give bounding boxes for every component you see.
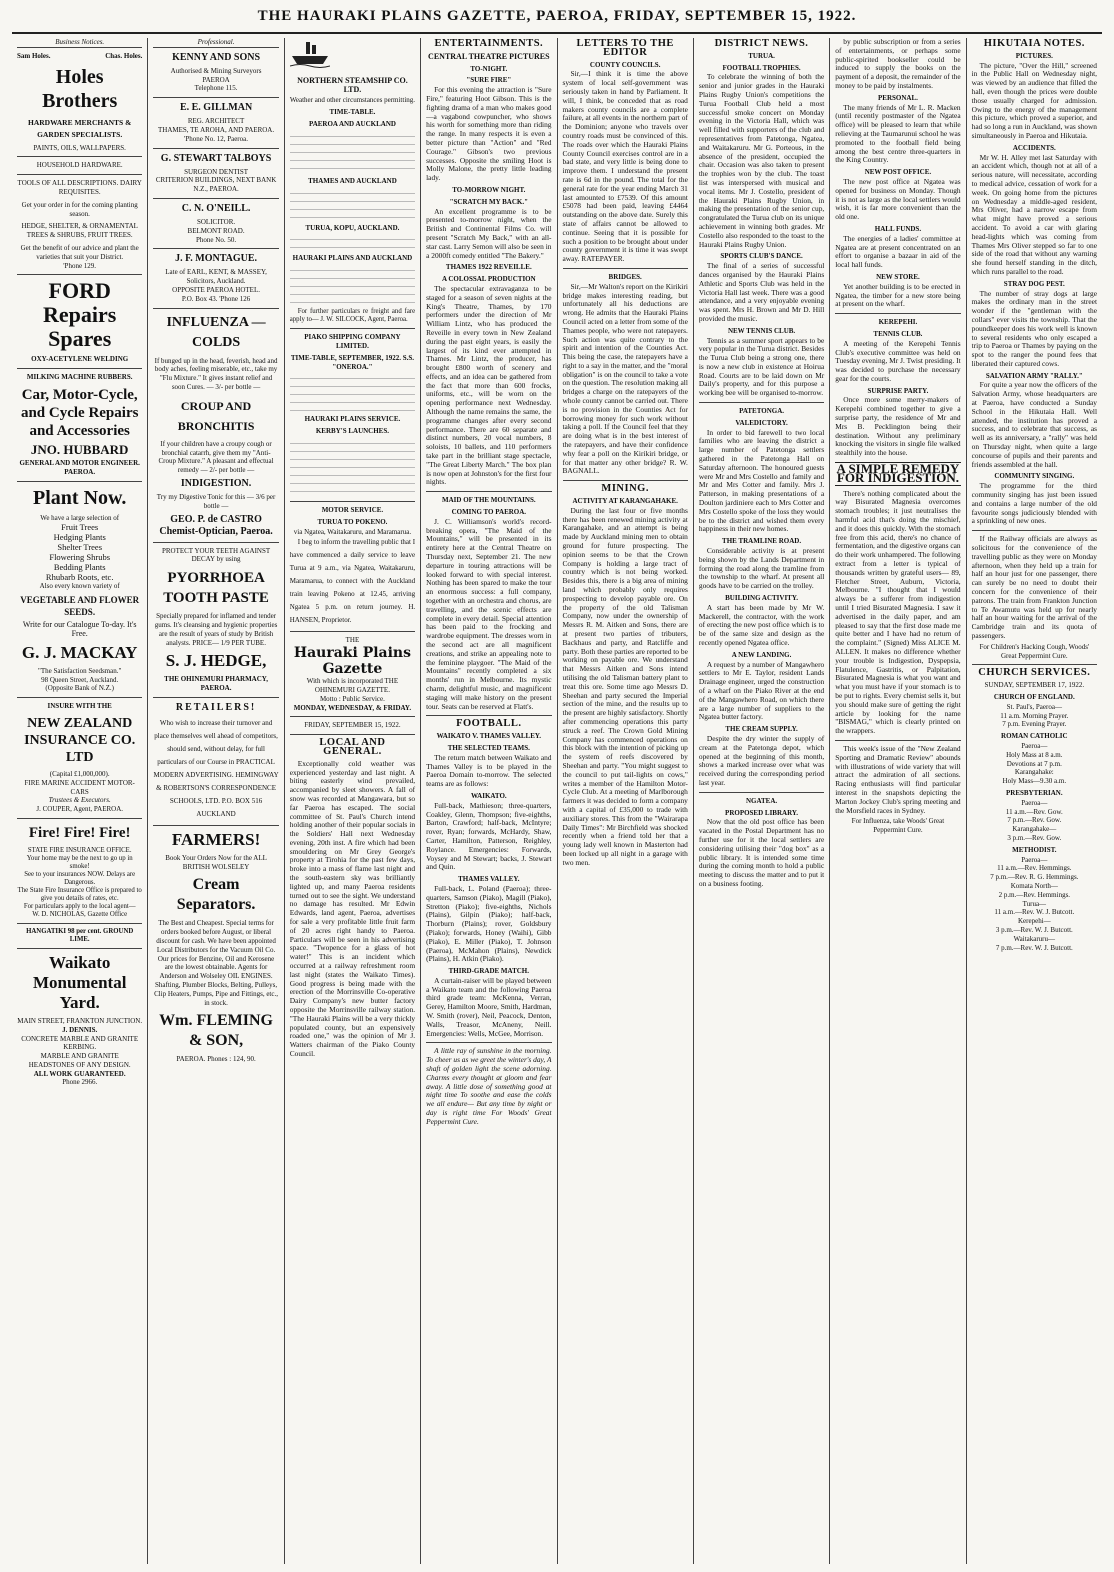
scratch-text: An excellent programme is to be presented to-morrow night, when the British and Continental Films Co. will present "Scratch My Back," with an all-star cast. Larry Semon will also be seen in a 2000ft comedy entitled "The Bakery." [426,206,552,260]
ad-nzi-line: (Capital £1,000,000). [49,769,110,778]
ad-croup-title: CROUP AND BRONCHITIS [177,398,255,433]
local-general-title: LOCAL AND GENERAL. [319,737,386,757]
ad-gillman-line: 'Phone No. 12, Paeroa. [184,134,248,143]
library-title: PROPOSED LIBRARY. [725,808,799,817]
mining-text: During the last four or five months there has been renewed mining activity at Karangahake, and an attempt is being made by Auckland mining men to obtain ground for future prospecting. The opinion seems to be that the Crown Company is holding a large tract of country which is not being worked. Besides this, there is a big area of mining land which probably only requires prospecting to develop payable ore. On the property of the old Talisman Company, now under the ownership of Messrs R. M. Aitken and Sons, there are at present two parties of tributers, Backhaus and party, and Ratcliffe and party. Both these parties are reported to be working on payable ore. We understand that Messrs Aitken and Sons intend utilising the old Talisman battery plant to treat this ore. Some time ago Messrs D. Sheehan and party secured the Imperial section of the mine, and the results up to the present are highly satisfactory. Shortly after commencing operations this party struck a reef. The Crown Gold Mining Company has commenced operations on this block with the intention of picking up the system of reefs discovered by Sheehan and party. "You might suggest to the council to put tail-lights on cows," writes a member of the Hamilton Motor-Cycle Club. At a meeting of Marlborough farmers it was decided to form a company with a capital of £35,000 to trade with auxiliary stores. This from the "Wairarapa Daily Times": Mr Birchfield was shocked recently when a friend told her that a young lady well known in Masterton had been locked up all night in a garage with two men. [562,505,688,867]
hauraki-service: HAURAKI PLAINS SERVICE. [304,415,401,424]
column-entertainments [421,38,557,1564]
kerbys-launches: KERBY'S LAUNCHES. [315,427,389,436]
ad-cream-title: Cream Separators. [176,876,256,914]
cofe-line: St. Paul's, Paeroa— [1006,702,1062,711]
gazette-nameplate: Hauraki Plains Gazette [293,645,411,678]
column-hikutaia-church [967,38,1102,1564]
timetable-rows [290,130,415,174]
meth-line: 11 a.m.—Rev. W. J. Butcott. [994,908,1075,917]
column-district-news-cont [830,38,966,1564]
ad-oneill-line: BELMONT ROAD. [187,226,245,235]
column-shipping-local [285,38,421,1564]
meth-line: Waitakaruru— [1013,934,1056,943]
ad-influenza-title: INFLUENZA — COLDS [166,314,266,350]
meth-line: 7 p.m.—Rev. W. J. Butcott. [995,943,1073,952]
ad-croup-text: If your children have a croupy cough or bronchial catarrh, give them my "Anti-Croup Mixture." A pleasant and effectual remedy — 2/- per bottle — [158,439,274,475]
ad-plant-line: We have a large selection of [40,513,120,522]
ad-fleming-title: Wm. FLEMING & SON, [159,1012,273,1050]
building-text: A start has been made by Mr W. Mackerell, the contractor, with the work of erecting the new post office which is to be of the same size and design as the recently opened Ngatea office. [698,602,825,647]
ad-holes-line: Get your order in for the coming planting season. [21,200,138,218]
flu-notice: For Influenza, take Woods' Great Peppermint Cure. [851,817,945,835]
entertainments-title: ENTERTAINMENTS. [434,38,544,49]
bridges-title: BRIDGES. [608,272,642,281]
timetable-rows [290,233,415,251]
football-match: WAIKATO V. THAMES VALLEY. [436,732,542,741]
ad-nzi-line: Trustees & Executors. [48,796,111,805]
ad-plant-title: Plant Now. [33,486,127,509]
review-text: This week's issue of the "New Zealand Sporting and Dramatic Review" abounds with illustrations of wide variety that will attract the admiration of all sections. Racing enthusiasts will find particular interest in the snapshots depicting the Marton Jockey Club's spring meeting and the Morsfield races in Sydney. [835,743,961,815]
name-right: Chas. Holes. [105,51,143,60]
name-left: Sam Holes. [17,51,51,60]
ad-montague-line: Late of EARL, KENT, & MASSEY, Solicitors, Auckland. [165,268,267,286]
patetonga-text: In order to bid farewell to two local families who are leaving the district a large number of Patetonga settlers gathered in the Patetonga Hall on Saturday afternoon. The honoured guests were Mr and Mrs Costello and family and Mr and Mrs Cotter and family. Mrs J. Patterson, in making presentations of a Doulton jardiniere each to Mrs Cotter and Mrs Costello spoke of the loss they would be to the district and wished them every happiness in their new homes. [698,427,825,534]
route-heading: HAURAKI PLAINS AND AUCKLAND [292,254,413,263]
ad-plant-line: Fruit Trees [61,522,99,533]
rc-line: Holy Mass—9.30 a.m. [1002,777,1067,786]
ad-hubbard-sub: GENERAL AND MOTOR ENGINEER. PAEROA. [19,458,140,476]
meth-line: 7 p.m.—Rev. R. G. Hemmings. [990,873,1079,882]
column-district-news [694,38,830,1564]
stray-dog-text: The number of stray dogs at large makes the ordinary man in the street wonder if the "gentleman with the collars" ever visits the township. That the poundkeeper does his work well is known to several residents who only escaped a trip to Paeroa or Thames by paying on the spot to the ranger the pound fees that liberated their captured cows. [971,288,1097,368]
presb-line: Paeroa— [1021,798,1048,807]
ad-gillman-line: REG. ARCHITECT [187,117,245,126]
hall-funds-text: The energies of a ladies' committee at Ngatea are at present concentrated on an effort to organise a bazaar in aid of the local hall funds. [835,233,961,270]
gazette-dateline: FRIDAY, SEPTEMBER 15, 1922. [304,721,401,730]
thames-text: The spectacular extravaganza to be staged for a season of seven nights at the King's Theatre, Thames, by 170 performers under the direction of Mr William Lintz, who has produced the Reveille in every town in New Zealand during the past eight years, is easily the largest of its kind ever attempted in Thames. Mr Lintz, the producer, has brought £800 worth of scenery and effects, and an idea can be gathered from the fact that more than 600 frocks, uniforms, etc., will be worn on the opening performance next Wednesday. Although the name remains the same, the programme changes after every second performance. There are 60 separate and distinct numbers, 20 vocal numbers, 8 soloists, 10 ballets, and 110 performers take part in the brilliant stage spectacle, "The Great Liberty March." The box plan is now open at Johnston's for the first four nights. [426,283,552,487]
scratch: "SCRATCH MY BACK." [449,197,528,206]
ad-retailers-text: Who wish to increase their turnover and place themselves well ahead of competitors, should send, without delay, for full particulars of our Course in PRACTICAL MODERN ADVERTISING. HEMINGWAY & ROBERTSON'S CORRESPONDENCE SCHOOLS, LTD. P.O. BOX 516 AUCKLAND [153,718,279,818]
maid-title: MAID OF THE MOUNTAINS. [442,496,536,505]
bridges-text: Sir,—Mr Walton's report on the Kirikiri bridge makes interesting reading, but unfortunately all his deductions are wrong. He admits that the Hauraki Plains Council acted on a letter from some of the Thames people, who were not ratepayers. Such action was quite contrary to the spirit and intention of the Counties Act. This being the case, the ratepayers have a right to a say in the matter, and the "moral obligation" is on the council to take a vote on the question. The resolution making all bridges a charge on the ratepayers of the whole county cannot be carried out. There is no provision in the Counties Act for borrowing money for such work without taking a poll. If the Council feel that they are doing what is in the best interest of the ratepayers, and have their confidence why fear a poll on the Kirikiri bridge, or for that matter any other bridge? R. W. BAGNALL. [562,281,688,476]
proprietor-names [17,52,142,61]
timetable-rows [290,437,415,497]
timetable-rows [290,264,415,308]
ad-indigestion-text: Try my Digestive Tonic for this — 3/6 per bottle — [156,492,276,510]
ad-fire-line: The State Fire Insurance Office is prepared to give you details of rates, etc. [17,886,142,902]
library-cont: by public subscription or from a series of entertainments, or perhaps some public-spirited bookseller could be induced to supply the books on the payment of a deposit, the remainder of the money to be paid by instalments. [835,38,961,90]
church-date: SUNDAY, SEPTEMBER 17, 1922. [984,681,1085,690]
ad-plant-line: Flowering Shrubs [49,552,111,563]
ad-ford-line: MILKING MACHINE RUBBERS. [26,373,133,382]
ad-indigestion-title: INDIGESTION. [180,477,252,489]
waikato-team: Full-back, Mathieson; three-quarters, Coakley, Glenn, Thompson; five-eighths, Barton, Crawford; half-back, McIntyre; rover, Ryan; forwards, McHardy, Shaw, Carter, Hamilton, Patterson, Reighley, Roylance. Emergencies: Forwards, Voysey and M Stewart; backs, J. Stewart and Quin. [426,800,552,872]
store-text: Yet another building is to be erected in Ngatea, the timber for a new store being at present on the wharf. [835,281,961,309]
motor-title: MOTOR SERVICE. [321,505,384,514]
ad-lime-title: HANGATIKI 98 per cent. GROUND LIME. [26,927,134,943]
turua-title: TURUA. [748,51,775,60]
ad-plant-line: Write for our Catalogue To-day. It's Free. [22,620,137,638]
ad-ford-line: OXY-ACETYLENE WELDING [31,355,129,364]
tonight: TO-NIGHT. [470,64,508,73]
steamship-title: NORTHERN STEAMSHIP CO. LTD. [297,75,408,94]
meth-line: Kerepehi— [1017,917,1051,926]
ad-castro-title: GEO. P. de CASTRO Chemist-Optician, Paeroa. [159,513,273,537]
maid-coming: COMING TO PAEROA. [451,508,527,517]
hall-funds-title: HALL FUNDS. [874,224,922,233]
gazette-pre: THE [345,636,360,645]
cofe-line: 7 p.m. Evening Prayer. [1002,720,1067,729]
football-selected: THE SELECTED TEAMS. [447,743,530,752]
tramline-title: THE TRAMLINE ROAD. [722,537,802,546]
ad-oneill-title: C. N. O'NEILL. [181,202,251,214]
ad-monumental-line: J. DENNIS. [62,1025,98,1034]
ad-fire-line: W. D. NICHOLAS, Gazette Office [32,910,128,918]
maid-text: J. C. Williamson's world's record-breaking opera, "The Maid of the Mountains," will be presented in its entirety here at the Central Theatre on Thursday next, September 21. The new departure in touring attractions will be looked forward to with special interest. Nothing has been spared to make the tour an enormous success: a full company, together with an orchestra and chorus, are travelling, and the scenic effects are complete in every detail. Special attention has been paid to the frocking and wardrobe equipment. The dresses worn in the second act are all magnificent creations, and strike an appealing note to the feminine playgoer. "The Maid of the Mountains" recently completed a six months' run in Melbourne. Its mystic charm, delightful music, and magnificent staging will make history on the present tour. Seats can be reserved at Flatt's. [426,516,552,711]
singing-title: COMMUNITY SINGING. [994,472,1075,481]
landing-text: A request by a number of Mangawhero settlers to Mr E. Taylor, resident Lands Drainage engineer, urged the construction of a wharf on the Piako River at the end of the Mangawhero Road, on which there are a large number of suppliers to the Ngatea butter factory. [698,659,825,722]
steamship-timetable: TIME-TABLE. [329,108,376,117]
ad-nzi-title: NEW ZEALAND INSURANCE CO. LTD [24,715,136,765]
timetable-rows [290,187,415,221]
ad-monumental-line: ALL WORK GUARANTEED. [33,1069,126,1078]
ad-kenny-title: KENNY AND SONS [172,51,261,63]
valedictory-title: VALEDICTORY. [735,418,788,427]
croup-notice: For Children's Hacking Cough, Woods' Great Peppermint Cure. [979,642,1090,660]
ad-retailers-title: RETAILERS! [175,701,257,713]
tv-team-title: THAMES VALLEY. [458,875,520,884]
meth-line: 11 a.m.—Rev. Hemmings. [997,864,1072,873]
simple-remedy-title: A SIMPLE REMEDY FOR INDIGESTION. [836,461,960,485]
column-header: Business Notices. [17,38,142,48]
personal-title: PERSONAL. [878,93,918,102]
steamship-notice: For further particulars re freight and fare apply to— J. W. SILCOCK, Agent, Paeroa. [289,308,416,324]
route-heading: PAEROA AND AUCKLAND [308,119,396,128]
ad-talboys-line: CRITERION BUILDINGS, NEXT BANK N.Z., PAEROA. [155,176,277,194]
football-title: FOOTBALL. [456,718,522,730]
ad-nzi-line: J. COUPER, Agent, PAEROA. [36,805,124,814]
gazette-line: Motto : Public Service. [319,694,385,703]
hikutaia-title: HIKUTAIA NOTES. [983,38,1085,49]
presb-line: Karangahake— [1012,825,1057,834]
sports-title: SPORTS CLUB'S DANCE. [720,252,803,261]
steamship-icon [290,40,330,68]
ad-pyorrhoea-lead: PROTECT YOUR TEETH AGAINST DECAY by using [161,546,271,564]
ad-talboys-title: G. STEWART TALBOYS [160,152,272,164]
ad-farmers-text: Book Your Orders Now for the ALL BRITISH WOLSELEY [165,853,267,871]
columns [12,38,1102,1564]
post-office-text: The new post office at Ngatea was opened for business on Monday. Though it is not as large as the local settlers would wish, it is far more convenient than the old one. [835,176,961,222]
meth-line: 2 p.m.—Rev. Hemmings. [998,890,1071,899]
ad-cream-text: The Best and Cheapest. Special terms for orders booked before August, or liberal discount for cash. We have been appointed Local Distributors for the Vacuum Oil Co. Our prices for Benzine, Oil and Kerosene are the lowest obtainable. Agents for Anderson and Wolseley OIL ENGINES. Shafting, Plumber Blocks, Belting, Pulleys, Clip Heaters, Pumps, Pipe and Fittings, etc., in stock. [154,919,278,1007]
motor-text: I beg to inform the travelling public that I have commenced a daily service to leave Turua at 9 a.m., via Ngatea, Waitakaruru, Maramarua, to connect with the Auckland train leaving Pokeno at 12.45, arriving Ngatea 5 p.m. on return journey. H. HANSEN, Proprietor. [289,538,416,625]
ad-oneill-line: SOLICITOR. [196,217,236,226]
singing-text: The programme for the third community singing has just been issued and contains a large number of the old favourite songs judiciously blended with a sprinkling of new ones. [971,481,1097,526]
piako-timetable: TIME-TABLE, SEPTEMBER, 1922. S.S. "ONEROA." [290,353,415,371]
ad-gillman-title: E. E. GILLMAN [179,102,253,114]
ad-nzi-line: FIRE MARINE ACCIDENT MOTOR-CARS [24,778,135,796]
ad-fire-line: Your home may be the next to go up in smoke! [26,854,133,870]
motor-via: via Ngatea, Waitakaruru, and Maramarua. [293,527,412,536]
railway-text: If the Railway officials are always as solicitous for the convenience of the travelling public as they were on Monday afternoon, when they held up a train for half an hour just for one passenger, there can surely be no need to doubt their concern for the convenience of their patrons. The train from Frankton Junction to Te Awamutu was held up for nearly half an hour waiting for the arrival of the Cambridge train and its quota of passengers. [971,534,1097,640]
personal-text: The many friends of Mr L. R. Macken (until recently postmaster of the Ngatea office) will be pleased to learn that while relieving at the Taumarunui school he was promoted to the football field being among the best centre three-quarters in the King Country. [835,102,961,165]
ad-hubbard-title: JNO. HUBBARD [30,441,129,457]
colossal: A COLOSSAL PRODUCTION [441,275,536,284]
column-header: Professional. [153,38,278,48]
masthead-rule [12,32,1102,34]
meth-title: METHODIST. [1012,845,1057,854]
ad-plant-line: Shelter Trees [57,542,102,553]
meth-line: Komata North— [1010,881,1058,890]
football-text: The return match between Waikato and Thames Valley is to be played in the Paeroa Domain to-morrow. The selected teams are as follows: [426,752,552,789]
gazette-line: With which is incorporated THE OHINEMURI GAZETTE. [306,677,399,694]
ad-fleming-sub: PAEROA. Phones : 124, 90. [176,1055,256,1064]
meth-line: Turua— [1022,899,1047,908]
tennis-title: NEW TENNIS CLUB. [727,326,796,335]
rc-line: Karangahake: [1014,768,1054,777]
surprise-title: SURPRISE PARTY. [867,386,929,395]
rc-line: Paeroa— [1021,741,1048,750]
cofe-title: CHURCH OF ENGLAND. [993,692,1075,701]
ad-holes-line: PAINTS, OILS, WALLPAPERS. [33,143,126,152]
tennis-club-text: A meeting of the Kerepehi Tennis Club's executive committee was held on Tuesday evening, Mr J. Twist presiding. It was decided to purchase the necessary gear for the courts. [835,338,961,383]
timetable-rows [290,372,415,412]
ad-plant-line: Bedding Plants [53,562,106,573]
column-professional [148,38,284,1564]
waikato-team-title: WAIKATO. [470,791,507,800]
rc-line: Devotions at 7 p.m. [1006,759,1062,768]
ad-holes-line: HOUSEHOLD HARDWARE. [36,161,123,170]
ad-monumental-line: CONCRETE MARBLE AND GRANITE KERBING. [21,1034,139,1052]
building-title: BUILDING ACTIVITY. [725,594,798,603]
meth-line: Paeroa— [1021,855,1048,864]
ad-monumental-line: MAIN STREET, FRANKTON JUNCTION. [17,1016,143,1025]
pictures-text: The picture, "Over the Hill," screened in the Public Hall on Wednesday night, was viewed by an audience that filled the hall, even though the prices were double those usually charged for admission. Owing to the energy of the management this picture, which proved a superior, and had so long a run in Auckland, was shown simultaneously in Paeroa and Hikutaia. [971,60,1097,140]
ad-influenza-text: If bunged up in the head, feverish, head and body aches, feeling miserable, etc., take my "Flu Mixture." It gives instant relief and soon Cures. — 3/- per bottle — [154,356,278,391]
ad-plant-line: Hedging Plants [53,532,106,543]
column-letters-mining [558,38,694,1564]
ad-oneill-line: Phone No. 50. [196,235,237,244]
ad-monumental-title: Waikato Monumental Yard. [32,952,127,1012]
ad-hedge-sub: THE OHINEMURI PHARMACY, PAEROA. [164,675,268,693]
presb-line: 7 p.m.—Rev. Gow. [1007,816,1062,825]
piako-title: PIAKO SHIPPING COMPANY LIMITED. [304,333,401,350]
ad-gillman-line: THAMES, TE AROHA, AND PAEROA. [158,125,275,134]
salvation-title: SALVATION ARMY "RALLY." [985,371,1083,380]
cofe-line: 11 a.m. Morning Prayer. [1000,711,1069,720]
letters-title: LETTERS TO THE EDITOR [576,38,674,58]
salvation-text: For quite a year now the officers of the Salvation Army, whose headquarters are at Paeroa, have conducted a Sunday School in the Hikutaia Hall. Well attended, the institution has proved a success, and to celebrate that success, as well as its anniversary, a "rally" was held on Thursday night, when quite a large concourse of pupils and their parents and friends assembled at the hall. [971,380,1097,469]
ad-fire-line: See to your insurances NOW. Delays are Dangerous. [24,870,136,886]
route-heading: THAMES AND AUCKLAND [308,176,397,185]
thames-reveille: THAMES 1922 REVEILLE. [445,263,532,272]
surefire: "SURE FIRE" [466,76,512,85]
stray-dog-title: STRAY DOG PEST. [1003,279,1065,288]
county-councils-title: COUNTY COUNCILS. [589,60,661,69]
ad-farmers-title: FARMERS! [171,829,261,849]
ad-kenny-line: PAEROA [202,75,230,84]
ad-ford-title: FORD Repairs Spares [43,278,117,352]
ad-car-title: Car, Motor-Cycle, and Cycle Repairs and Accessories [20,386,139,439]
gazette-line: MONDAY, WEDNESDAY, & FRIDAY. [293,703,412,712]
ad-talboys-line: SURGEON DENTIST [184,167,249,176]
ad-fire-title: Fire! Fire! Fire! [28,824,131,841]
ad-holes-sub: HARDWARE MERCHANTS & GARDEN SPECIALISTS. [28,117,132,139]
masthead: THE HAURAKI PLAINS GAZETTE, PAEROA, FRIDAY, SEPTEMBER 15, 1922. [257,8,857,24]
ad-monumental-line: MARBLE AND GRANITE HEADSTONES OF ANY DESIGN. [28,1052,131,1069]
patetonga-title: PATETONGA. [739,407,785,416]
ad-holes-line: TOOLS OF ALL DESCRIPTIONS. DAIRY REQUISITES. [17,179,142,196]
ad-mackay-line: 98 Queen Street, Auckland. [41,675,119,684]
ngatea-title: NGATEA. [745,796,778,805]
ad-mackay-line: (Opposite Bank of N.Z.) [45,684,114,693]
ad-pyorrhoea-text: Specially prepared for inflamed and tender gums. It's cleansing and hygienic properties are the result of years of study by British analysts. PRICE— 1/9 PER TUBE. [154,612,278,647]
local-general-text: Exceptionally cold weather was experienced yesterday and last night. A biting easterly wind prevailed, accompanied by sleet showers. A fall of snow was recorded at Mangawara, but so far Paeroa has escaped. The social committee of St. Paul's Church intend holding another of their popular socials in the Soldiers' Hall next Wednesday evening, 20th inst. A fire which had been smouldering on Mr Grey George's property at Tirohia for the past few days, broke into a mass of flame last night and the south-eastern sky was brilliantly lighted up, and many Paeroa residents turned out to see the sight. We understand no damage has resulted. Mr Edwin Edwards, land agent, Paeroa, advertises for sale a very profitable little fruit farm of 20 acres right handy to Paeroa. Particulars will be seen in his advertising space. "Twopence for a glass of hot water!" This is an incident which occurred at a railway refreshment room last night (states the Waikato Times). Good progress is being made with the erection of the Morrinsville Co-operative Dairy Company's new butter factory opposite the Morrinsville railway station. "The Hauraki Plains will be a very thickly populated county, but an expensively roaded one," was the opinion of Mr J. Watters chairman of the Piako County Council. [289,758,416,1059]
ad-holes-line: HEDGE, SHELTER, & ORNAMENTAL TREES & SHRUBS, FRUIT TREES. [21,222,138,240]
ad-mackay-title: G. J. MACKAY [21,642,138,662]
library-text: Now that the old post office has been vacated in the Postal Department has no further use for it the local settlers are considering utilising their "dog box" as a public library. It is intended some time during the coming month to hold a public meeting to discuss the matter and to put it on a business footing. [698,817,825,888]
ad-fire-line: STATE FIRE INSURANCE OFFICE. [27,846,132,854]
ad-pyorrhoea-title: PYORRHOEA TOOTH PASTE [163,570,269,607]
meth-line: 3 p.m.—Rev. W. J. Butcott. [995,925,1073,934]
ad-holes-phone: 'Phone 129. [63,261,97,270]
column-business-notices [12,38,148,1564]
ad-monumental-line: Phone 2966. [62,1078,98,1087]
turua-text: To celebrate the winning of both the senior and junior grades in the Hauraki Plains Rugby Union's competitions the Turua Football Club held a most successful smoke concert on Monday evening in the Victoria Hall, which was well filled with supporters of the club and representatives from Patetonga, Ngatea, and Waitakaruru. Mr G. Porteous, in the absence of the president, occupied the chair. Occasion was also taken to present the trophies won by the club. The toast list was interspersed with musical and vocal items. Mr J. Costello, president of the Hauraki Plains Rugby Union, in making the presentation of the senior cup, congratulated the Turua club on its unique achievement in winning both grades. Mr Costello also responded to the toast to the Hauraki Plains Rugby Union. [698,72,825,249]
accidents-text: Mr W. H. Alley met last Saturday with an accident which, though not at all of a serious nature, will necessitate, according to medical advice, cessation of work for a week. On going home from the pictures on Wednesday a middle-aged resident, Mrs Oliver, had a narrow escape from what might have proved a serious accident. To avoid a car with glaring head-lights which was coming from Thames Mrs Oliver stepped so far to one side of the road that without any warning she found herself standing in the ditch, which runs parallel to the road. [971,152,1097,276]
ad-montague-title: J. F. MONTAGUE. [175,253,258,265]
simple-remedy-text: There's nothing complicated about the way Bisurated Magnesia overcomes stomach troubles; it just neutralises the harmful acid that's doing the mischief, and it does this quickly. With the stomach free from this acid, there's no chance of fermentation, and the digestive organs can do their work unhampered. The following extract from a letter is typical of thousands written by grateful users— 89, Fletcher Street, Auburn, Victoria, Melbourne. "I thought that I would always be a sufferer from indigestion until I tried Bisurated Magnesia. I saw it advertised in the daily paper, and am pleased to say that the first dose made me quite better and I have had no return of the complaint." (Signed) Miss ALICE M. ALLEN. It makes no difference whether your trouble is Indigestion, Dyspepsia, Flatulence, Gastritis, or Palpitation, Bisurated Magnesia is what you want and what you must have if your stomach is to be put to rights. Every chemist sells it, but you should make sure of getting the right article by looking for the name "BISMAG," which is clearly printed on the wrappers. [835,488,961,736]
ad-holes-title: Holes Brothers [42,65,118,112]
kerepehi-title: KEREPEHI. [878,318,918,327]
church-title: CHURCH SERVICES. [978,667,1091,679]
ad-holes-line: Get the benefit of our advice and plant the varieties that suit your District. [20,243,139,261]
ad-hedge-title: S. J. HEDGE, [165,651,267,671]
rc-line: Holy Mass at 8 a.m. [1006,750,1063,759]
ad-montague-line: OPPOSITE PAEROA HOTEL. [172,285,260,294]
tramline-text: Considerable activity is at present being shown by the Lands Department in forming the road along the tramline from the township to the wharf. At present all goods have to be carried on the trolley. [698,546,825,591]
motor-route: TURUA TO POKENO. [317,517,388,526]
ad-kenny-line: Authorised & Mining Surveyors [170,66,262,75]
store-title: NEW STORE. [876,272,920,281]
third-grade-text: A curtain-raiser will be played between a Waikato team and the following Paeroa third grade team: McKenna, Verran, Gerey, Hamilton Moore, Smith, Hardman, W. Smith (rover), Neil, Peacock, Denton, Walls, Treasor, McAneny, Neill. Emergencies: Wells, McGee, Morrison. [426,975,552,1038]
tennis-club-title: TENNIS CLUB. [873,329,923,338]
presb-title: PRESBYTERIAN. [1006,788,1063,797]
poem-text: A little ray of sunshine in the morning. To cheer us as we greet the winter's day, A shaft of golden light the scene adorning. Charms every thought at gloom and fear away. A little dose of something good at night time To soothe and ease the colds we all endure— But any time by night or day is right time For Woods' Great Peppermint Cure. [426,1046,552,1126]
third-grade-title: THIRD-GRADE MATCH. [448,967,529,976]
tv-team: Full-back, L. Poland (Paeroa); three-quarters, Samson (Piako), Magill (Piako), Stretton (Piako); five-eighths, Nichols (Plains), Gilpin (Piako); half-back, Thorburn (Plains); rover, Goldsbury (Piako); forwards, Honey (Waihi), Gibb (Piako), E. Miller (Piako), T. Johnson (Paeroa), McMahon (Plains), Newdick (Plains), H. Atkin (Piako). [426,883,552,964]
ad-kenny-line: Telephone 115. [194,84,238,93]
ad-plant-line: Also every known variety of [39,582,120,591]
ad-plant-line: Rhubarb Roots, etc. [45,572,114,583]
steamship-weather: Weather and other circumstances permitting. [289,96,416,105]
ad-mackay-line: "The Satisfaction Seedsman." [38,666,122,675]
landing-title: A NEW LANDING. [731,650,792,659]
rc-title: ROMAN CATHOLIC [1001,732,1068,741]
cream-supply-title: THE CREAM SUPPLY. [725,725,798,734]
accidents-title: ACCIDENTS. [1012,143,1056,152]
ad-plant-line: VEGETABLE AND FLOWER SEEDS. [20,595,140,618]
tomorrow: TO-MORROW NIGHT. [452,185,526,194]
post-office-title: NEW POST OFFICE. [864,168,932,177]
route-heading: TURUA, KOPU, AUCKLAND. [305,223,400,232]
mining-title: MINING. [601,483,649,495]
central-theatre: CENTRAL THEATRE PICTURES [428,51,550,61]
karangahake-title: ACTIVITY AT KARANGAHAKE. [572,497,678,506]
cream-supply-text: Despite the dry winter the supply of cream at the Patetonga depot, which opened at the beginning of this month, shows a marked increase over what was received during the corresponding period last year. [698,733,825,787]
ad-montague-line: P.O. Box 43. 'Phone 126 [181,294,251,303]
ad-fire-line: For particulars apply to the local agent— [23,902,136,910]
presb-line: 11 a.m.—Rev. Gow. [1005,807,1063,816]
trophies-title: FOOTBALL TROPHIES. [722,63,801,72]
district-news-title: DISTRICT NEWS. [714,38,809,49]
ad-insure-lead: INSURE WITH THE [47,702,112,711]
presb-line: 3 p.m.—Rev. Gow. [1007,833,1062,842]
sports-text: The final of a series of successful dances organised by the Hauraki Plains Athletic and Sports Club was held in the Victoria Hall last week. There was a good attendance, and a very enjoyable evening was spent. Mrs H. Brown and Mr D. Hill provided the music. [698,261,825,323]
surprise-text: Once more some merry-makers of Kerepehi combined together to give a surprise party, the residence of Mr and Mrs B. Pecklington being their destination. Without any preliminary knocking the visitors in single file walked stealthily into the house. [835,395,961,458]
ent-text: For this evening the attraction is "Sure Fire," featuring Hoot Gibson. This is the fighting drama of a man who makes good—a vagabond cowpuncher, who shows his worth for something more than riding the range. In many respects it is even a better picture than "Action" and "Red Courage." Gibson's two previous successes. Opposite the smiling Hoot is Molly Malone, the pretty little leading lady. [426,85,552,183]
pictures-title: PICTURES. [1015,51,1053,60]
county-councils-text: Sir,—I think it is time the above system of local self-government was seriously taken in hand by Parliament. It will, I think, be conceded that as road makers county councils are a complete failure, at all events in the northern part of the Dominion; anyone who travels over country roads must be convinced of this. The roads over which the Hauraki Plains County Council exercises control are in a bad state, and very little is being done to improve them. I understand the present rate is 6d in the pound. The total for the general rate for the year ending March 31 last amounted to £7539. Of this amount £5078 had been paid, leaving £4464 outstanding on the above date. Surely this state of affairs cannot be allowed to continue. Seeing that it is possible for such a position to be brought about under county government it is time it was swept away. RATEPAYER. [562,69,688,264]
tennis-text: Tennis as a summer sport appears to be very popular in the Turua district. Besides the Turua Club being a strong one, there is now a new club in existence at Hoirua Road. Courts are to be laid down on Mr Daily's property, and for this purpose a working bee will be organised to-morrow. [698,335,825,398]
